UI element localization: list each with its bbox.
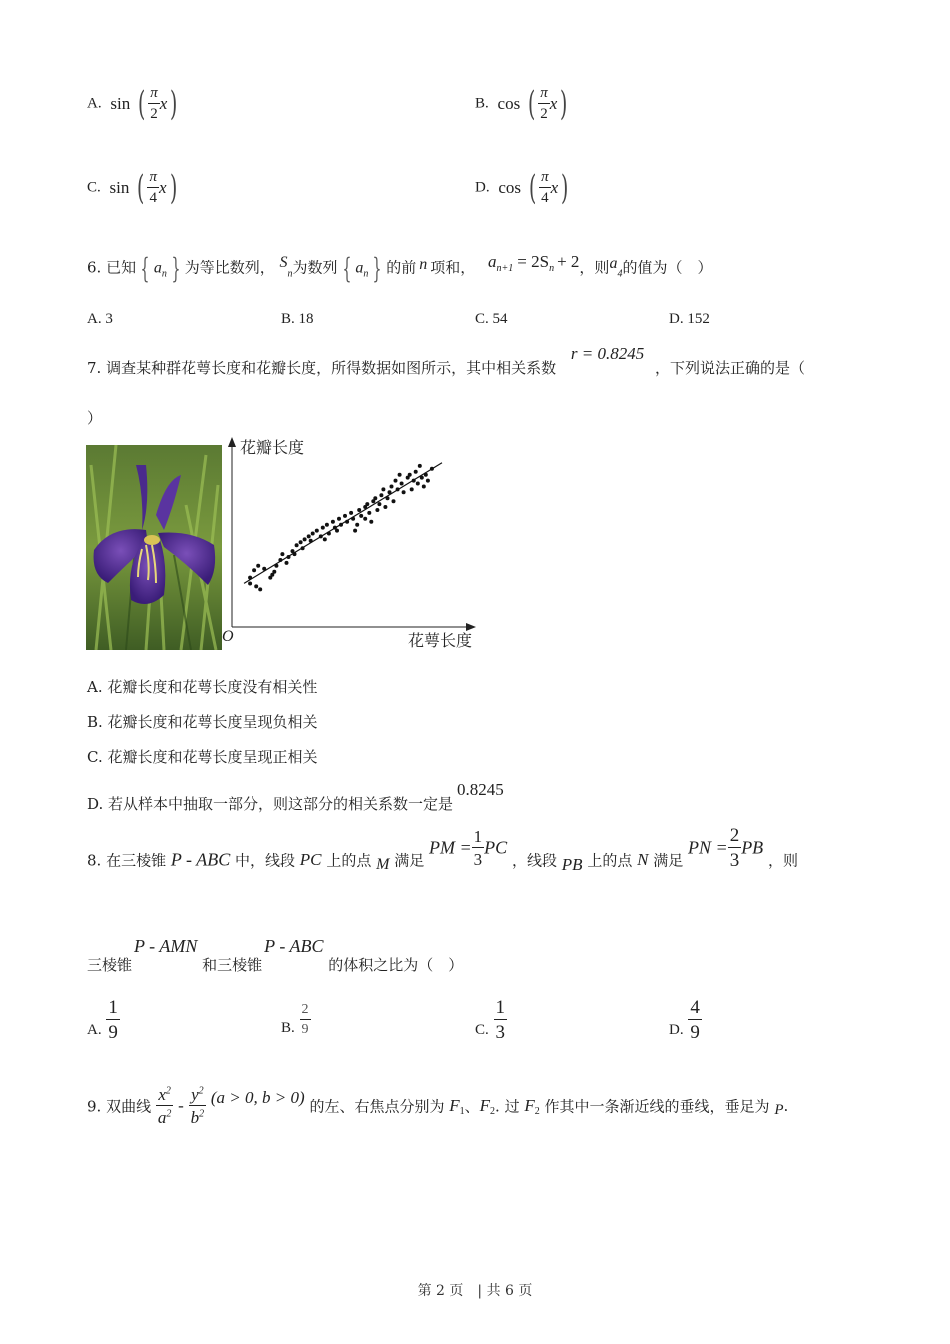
scatter-point bbox=[373, 496, 377, 500]
q7-stem: 7. 调查某种群花萼长度和花瓣长度，所得数据如图所示，其中相关系数 r = 0.8245 ，下列说法正确的是（ bbox=[87, 344, 806, 377]
fraction: $\frac{\pi}{2}$ bbox=[540, 85, 548, 122]
scatter-point bbox=[383, 505, 387, 509]
fraction: $\frac{\pi}{4}$ bbox=[541, 169, 549, 206]
q6-option-c[interactable]: C. 54 bbox=[475, 311, 508, 327]
q6-option-b[interactable]: B. 18 bbox=[281, 311, 314, 327]
scatter-point bbox=[337, 517, 341, 521]
pm-relation: PM = $\frac{1}{3}$ PC bbox=[429, 827, 508, 869]
scatter-point bbox=[422, 485, 426, 489]
q8-option-d[interactable]: D. $\frac{4}{9}$ bbox=[669, 997, 700, 1043]
scatter-point bbox=[254, 584, 258, 588]
fraction: $\frac{\pi}{4}$ bbox=[149, 169, 157, 206]
q8-option-b[interactable]: B. $\frac{2}{9}$ bbox=[281, 1002, 309, 1037]
d-value: 0.8245 bbox=[457, 780, 504, 799]
q7-option-c[interactable]: C. 花瓣长度和花萼长度呈现正相关 bbox=[87, 748, 318, 766]
y2-over-b2: $\frac{y^2}{b^2}$ bbox=[190, 1085, 205, 1127]
fn-name: cos bbox=[498, 178, 522, 197]
scatter-point bbox=[381, 487, 385, 491]
scatter-point bbox=[295, 543, 299, 547]
scatter-point bbox=[363, 517, 367, 521]
scatter-point bbox=[299, 540, 303, 544]
scatter-point bbox=[400, 482, 404, 486]
scatter-point bbox=[323, 537, 327, 541]
scatter-point bbox=[321, 526, 325, 530]
scatter-point bbox=[379, 493, 383, 497]
scatter-point bbox=[390, 485, 394, 489]
scatter-point bbox=[416, 482, 420, 486]
scatter-point bbox=[408, 473, 412, 477]
scatter-point bbox=[426, 479, 430, 483]
scatter-point bbox=[258, 587, 262, 591]
trendline bbox=[244, 463, 442, 584]
scatter-chart bbox=[220, 435, 485, 657]
x-axis-label: 花萼长度 bbox=[408, 631, 473, 650]
q6-option-a[interactable]: A. 3 bbox=[87, 311, 113, 327]
scatter-point bbox=[394, 479, 398, 483]
r-value: r = 0.8245 bbox=[570, 344, 645, 363]
option-label: C. bbox=[87, 179, 101, 196]
scatter-point bbox=[349, 511, 353, 515]
scatter-point bbox=[325, 523, 329, 527]
scatter-point bbox=[369, 520, 373, 524]
scatter-point bbox=[252, 568, 256, 572]
q8-option-a[interactable]: A. $\frac{1}{9}$ bbox=[87, 997, 118, 1043]
scatter-point bbox=[418, 464, 422, 468]
q5-option-c[interactable]: C. sin ( $\frac{\pi}{4}$ x) bbox=[87, 168, 177, 208]
fn-name: sin bbox=[110, 94, 131, 113]
scatter-point bbox=[414, 470, 418, 474]
scatter-point bbox=[307, 534, 311, 538]
scatter-point bbox=[311, 532, 315, 536]
q8-stem-line2: 三棱锥P - AMN 和三棱锥P - ABC 的体积之比为（ ） bbox=[87, 936, 464, 974]
q7-option-a[interactable]: A. 花瓣长度和花萼长度没有相关性 bbox=[87, 678, 318, 696]
scatter-point bbox=[353, 529, 357, 533]
option-label: B. bbox=[475, 95, 489, 112]
q8-option-c[interactable]: C. $\frac{1}{3}$ bbox=[475, 997, 506, 1043]
q6-stem: 6. 已知 { $a_n$ } 为等比数列， $S_n$为数列 { $a_n$ } 的前 n 项和， $a_{n+1} = 2S_n + 2$，则$a_4$的值为（ ） bbox=[87, 251, 713, 285]
scatter-point bbox=[343, 514, 347, 518]
q9-stem: 9. 双曲线 $\frac{x^2}{a^2}$ - $\frac{y^2}{b^2}$ (a > 0, b > 0) 的左、右焦点分别为 $F_1$、$F_2$. 过 $F_2$ 作其中一条渐近线的垂线，垂足为 P. bbox=[87, 1085, 789, 1127]
option-label: A. bbox=[87, 95, 102, 112]
option-label: D. bbox=[475, 179, 490, 196]
scatter-point bbox=[410, 487, 414, 491]
scatter-point bbox=[315, 529, 319, 533]
scatter-point bbox=[402, 490, 406, 494]
q6-option-d[interactable]: D. 152 bbox=[669, 311, 710, 327]
scatter-point bbox=[367, 511, 371, 515]
scatter-point bbox=[285, 561, 289, 565]
scatter-point bbox=[280, 552, 284, 556]
origin-label: O bbox=[222, 628, 234, 645]
y-axis-label: 花瓣长度 bbox=[240, 438, 305, 457]
scatter-point bbox=[256, 564, 260, 568]
q5-option-a[interactable]: A. sin ( $\frac{\pi}{2}$ x) bbox=[87, 84, 178, 124]
scatter-point bbox=[272, 570, 276, 574]
fn-name: sin bbox=[109, 178, 130, 197]
y-axis-arrow bbox=[228, 437, 236, 447]
scatter-point bbox=[357, 508, 361, 512]
q7-stem-close: ） bbox=[87, 409, 103, 427]
recurrence: $a_{n+1} = 2S_n + 2$ bbox=[488, 251, 580, 274]
scatter-point bbox=[335, 529, 339, 533]
q5-option-b[interactable]: B. cos ( $\frac{\pi}{2}$ x) bbox=[475, 84, 568, 124]
page-footer: 第 2 页 | 共 6 页 bbox=[417, 1283, 533, 1299]
scatter-point bbox=[359, 514, 363, 518]
iris-flower-image bbox=[86, 445, 222, 650]
x-axis-arrow bbox=[466, 623, 476, 631]
scatter-point bbox=[355, 523, 359, 527]
scatter-point bbox=[375, 508, 379, 512]
scatter-point bbox=[248, 582, 252, 586]
fn-name: cos bbox=[497, 94, 521, 113]
q7-option-d[interactable]: D. 若从样本中抽取一部分，则这部分的相关系数一定是0.8245 bbox=[87, 780, 504, 813]
x2-over-a2: $\frac{x^2}{a^2}$ bbox=[157, 1085, 172, 1127]
scatter-point bbox=[365, 502, 369, 506]
scatter-point bbox=[398, 473, 402, 477]
scatter-point bbox=[331, 520, 335, 524]
q7-option-b[interactable]: B. 花瓣长度和花萼长度呈现负相关 bbox=[87, 713, 318, 731]
q5-option-d[interactable]: D. cos ( $\frac{\pi}{4}$ x) bbox=[475, 168, 569, 208]
q8-stem-line1: 8. 在三棱锥 P - ABC 中，线段 PC 上的点 M 满足 PM = $\frac{1}{3}$ PC ，线段 PB 上的点 N 满足 PN = $\frac{2}{3}$ PB ，则 bbox=[87, 825, 798, 874]
scatter-point bbox=[392, 499, 396, 503]
scatter-point bbox=[377, 502, 381, 506]
pn-relation: PN = $\frac{2}{3}$ PB bbox=[688, 825, 764, 871]
scatter-point bbox=[303, 537, 307, 541]
fraction: $\frac{\pi}{2}$ bbox=[150, 85, 158, 122]
